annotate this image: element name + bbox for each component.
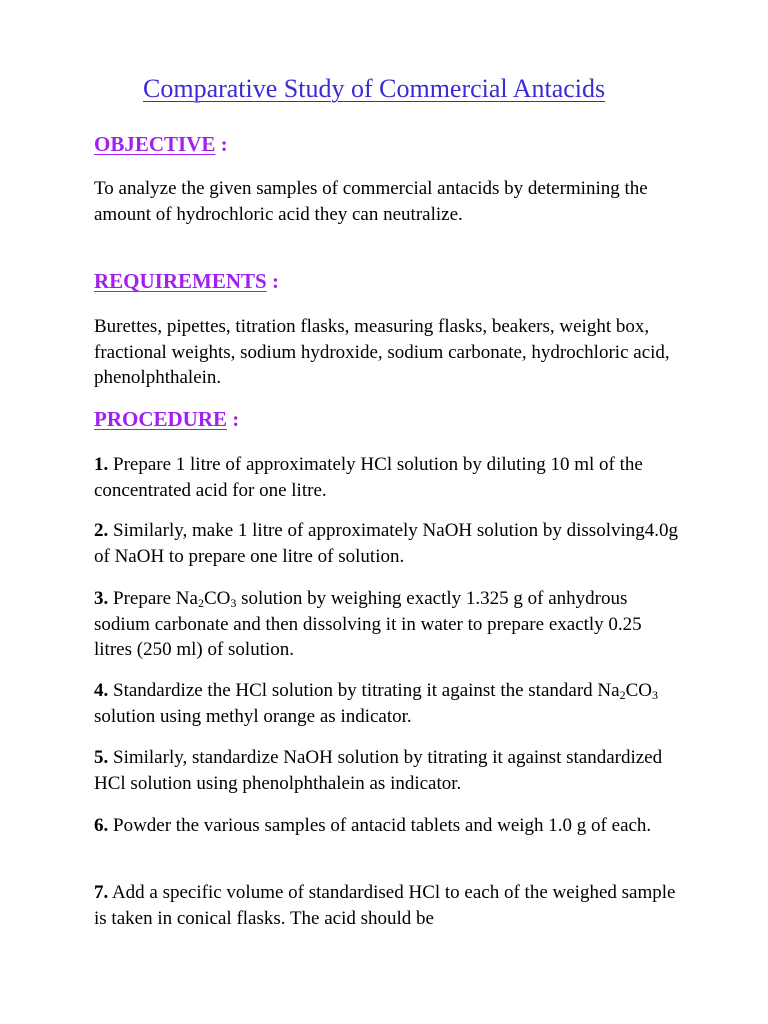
procedure-step-3	[94, 586, 684, 663]
step-text-post: solution using methyl orange as indicator.	[94, 705, 412, 727]
procedure-step-1	[94, 452, 684, 503]
step-text-post: solution by weighing exactly 1.325 g of anhydrous sodium carbonate and then dissolving it in water to prepare exactly 0.25 litres (250 ml) of solution.	[94, 588, 642, 660]
step-text-pre: Prepare Na	[113, 588, 198, 609]
procedure-heading	[94, 407, 239, 432]
step-text-pre: Standardize the HCl solution by titrating it against the standard Na	[113, 680, 620, 701]
step-text: Add a specific volume of standardised HCl to each of the weighed sample is taken in conical flasks. The acid should be	[94, 882, 676, 929]
procedure-step-7	[94, 880, 684, 931]
objective-heading	[94, 132, 228, 157]
step-number: 2.	[94, 520, 109, 541]
requirements-heading-colon: :	[266, 269, 279, 293]
step-number: 1.	[94, 454, 109, 475]
objective-heading-label: OBJECTIVE	[94, 132, 216, 156]
procedure-step-4	[94, 678, 684, 729]
objective-text: To analyze the given samples of commercial antacids by determining the amount of hydrochloric acid they can neutralize.	[94, 178, 648, 225]
step-number: 5.	[94, 747, 109, 768]
requirements-heading	[94, 269, 279, 294]
step-text-mid: CO	[625, 680, 652, 701]
subscript: 3	[230, 596, 237, 610]
procedure-step-6	[94, 813, 684, 839]
step-number: 6.	[94, 815, 109, 836]
step-text: Prepare 1 litre of approximately HCl solution by diluting 10 ml of the concentrated acid for one litre.	[94, 454, 643, 501]
step-text: Similarly, make 1 litre of approximately NaOH solution by dissolving4.0g of NaOH to prepare one litre of solution.	[94, 520, 678, 567]
procedure-heading-colon: :	[227, 407, 240, 431]
page-title: Comparative Study of Commercial Antacids	[143, 74, 606, 103]
objective-heading-colon: :	[215, 132, 228, 156]
subscript: 2	[619, 688, 626, 702]
step-text: Powder the various samples of antacid tablets and weigh 1.0 g of each.	[113, 815, 652, 836]
requirements-text: Burettes, pipettes, titration flasks, measuring flasks, beakers, weight box, fractional weights, sodium hydroxide, sodium carbonate, hydrochloric acid, phenolphthalein.	[94, 316, 670, 388]
subscript: 2	[197, 596, 204, 610]
step-number: 4.	[94, 680, 109, 701]
step-number: 7.	[94, 882, 109, 903]
procedure-heading-label: PROCEDURE	[94, 407, 228, 431]
subscript: 3	[651, 688, 658, 702]
procedure-step-5	[94, 745, 684, 796]
step-text-mid: CO	[203, 588, 231, 609]
requirements-heading-label: REQUIREMENTS	[94, 269, 267, 293]
step-number: 3.	[94, 588, 109, 609]
step-text: Similarly, standardize NaOH solution by titrating it against standardized HCl solution using phenolphthalein as indicator.	[94, 747, 663, 794]
procedure-step-2	[94, 518, 684, 569]
